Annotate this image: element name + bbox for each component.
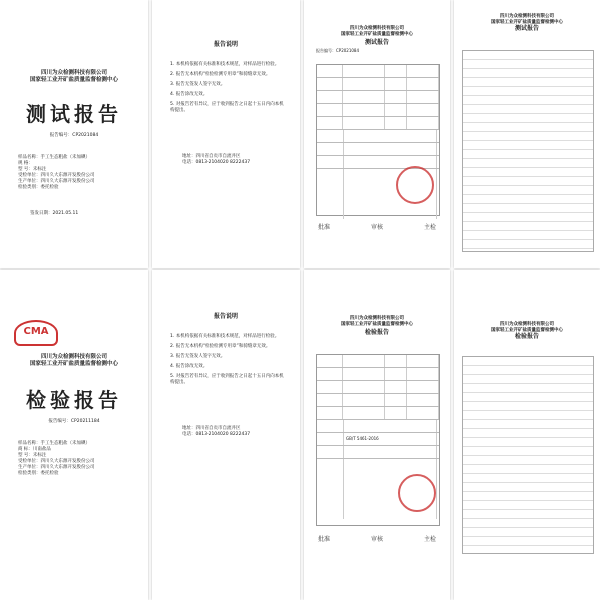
field: 受检单位：四川久大东源开发股份公司 — [18, 459, 95, 464]
results-center: 国家轻工业开矿盐质量监督检测中心 — [491, 20, 563, 25]
sign-label: 审核 — [370, 536, 383, 543]
field: 型 号：未标注 — [18, 453, 47, 458]
note-item: 5. 对报告若有异议，应于收到报告之日起十五日内向本机构提出。 — [170, 102, 284, 113]
standard-cell: GB/T 5461-2016 — [344, 433, 437, 445]
tel: 电话：0813-2104020 8222437 — [182, 160, 251, 165]
issue-date: 签发日期：2021.05.11 — [30, 211, 79, 216]
table-title: 检验报告 — [364, 329, 389, 336]
cover-company: 四川为众检测科技有限公司 — [40, 354, 107, 360]
notes-contact — [182, 426, 300, 438]
results-grid — [462, 50, 594, 252]
red-seal — [396, 166, 434, 204]
note-item: 3. 报告无签发人签字无效。 — [170, 82, 226, 87]
bottom-notes-page — [152, 270, 300, 600]
cover-company: 四川为众检测科技有限公司 — [40, 70, 107, 76]
field: 受检单位：四川久大东源开发股份公司 — [18, 173, 95, 178]
results-company: 四川为众检测科技有限公司 — [500, 322, 554, 327]
top-notes-page — [152, 0, 300, 268]
cover-report-no: 报告编号：CP2021084 — [49, 133, 99, 138]
note-item: 4. 报告涂改无效。 — [170, 92, 208, 97]
cma-logo — [14, 320, 58, 346]
sign-label: 主检 — [423, 536, 436, 543]
sign-row — [318, 222, 436, 231]
cover-center: 国家轻工业开矿盐质量监督检测中心 — [29, 77, 118, 83]
notes-list — [170, 334, 286, 386]
address: 地址：四川省自贡市自流井区 — [182, 426, 241, 431]
bottom-cover-page — [0, 270, 148, 600]
notes-contact — [182, 154, 300, 166]
table-center: 国家轻工业开矿盐质量监督检测中心 — [341, 32, 413, 37]
results-title: 检验报告 — [514, 333, 539, 340]
note-item: 2. 报告无本机构“检验检测专用章”和骑缝章无效。 — [170, 72, 271, 77]
note-item: 1. 本机构依据有关标准和技术规范，对样品进行检验。 — [170, 62, 280, 67]
results-center: 国家轻工业开矿盐质量监督检测中心 — [491, 328, 563, 333]
cover-center: 国家轻工业开矿盐质量监督检测中心 — [29, 361, 118, 367]
field: 样品名称：手工生态粗盐（未加碘） — [18, 155, 90, 160]
issue-date-value: 2021.05.11 — [52, 211, 79, 216]
field: 商 标：川南盐品 — [18, 447, 51, 452]
cover-fields — [18, 155, 148, 191]
sign-label: 批准 — [318, 224, 331, 231]
bottom-inspection-table-page — [304, 270, 450, 600]
cover-report-no: 报告编号：CP20211184 — [48, 419, 100, 424]
results-title: 测试报告 — [514, 25, 539, 32]
bottom-results-page — [454, 270, 600, 600]
table-company: 四川为众检测科技有限公司 — [350, 26, 404, 31]
top-results-page — [454, 0, 600, 268]
sign-label: 审核 — [370, 224, 383, 231]
tel: 电话：0813-2104020 8222437 — [182, 432, 251, 437]
field: 生产单位：四川久大东源开发股份公司 — [18, 465, 95, 470]
sign-row — [318, 534, 436, 543]
table-company: 四川为众检测科技有限公司 — [350, 316, 404, 321]
field: 型 号：未标注 — [18, 167, 47, 172]
issue-date-label: 签发日期 — [30, 211, 48, 216]
cover-fields — [18, 441, 148, 477]
notes-list — [170, 62, 286, 114]
results-company: 四川为众检测科技有限公司 — [500, 14, 554, 19]
note-item: 3. 报告无签发人签字无效。 — [170, 354, 226, 359]
table-center: 国家轻工业开矿盐质量监督检测中心 — [341, 322, 413, 327]
address: 地址：四川省自贡市自流井区 — [182, 154, 241, 159]
note-item: 2. 报告无本机构“检验检测专用章”和骑缝章无效。 — [170, 344, 271, 349]
table-report-no: 报告编号：CP2021084 — [316, 48, 360, 53]
cma-logo-text: CMA — [23, 326, 49, 337]
field: 检验类别：委托检验 — [18, 185, 59, 190]
cover-title: 检验报告 — [26, 388, 122, 412]
field: 规 格： — [18, 161, 33, 166]
results-grid — [462, 356, 594, 554]
cover-title: 测试报告 — [26, 102, 122, 126]
field: 样品名称：手工生态粗盐（未加碘） — [18, 441, 90, 446]
note-item: 1. 本机构依据有关标准和技术规范，对样品进行检验。 — [170, 334, 280, 339]
field: 检验类别：委托检验 — [18, 471, 59, 476]
top-cover-page — [0, 0, 148, 268]
top-test-table-page — [304, 0, 450, 268]
table-title: 测试报告 — [364, 39, 389, 46]
field: 生产单位：四川久大东源开发股份公司 — [18, 179, 95, 184]
notes-title: 报告说明 — [213, 41, 238, 48]
notes-title: 报告说明 — [213, 313, 238, 320]
note-item: 5. 对报告若有异议，应于收到报告之日起十五日内向本机构提出。 — [170, 374, 284, 385]
red-seal — [398, 474, 436, 512]
sign-label: 批准 — [318, 536, 331, 543]
note-item: 4. 报告涂改无效。 — [170, 364, 208, 369]
sign-label: 主检 — [423, 224, 436, 231]
